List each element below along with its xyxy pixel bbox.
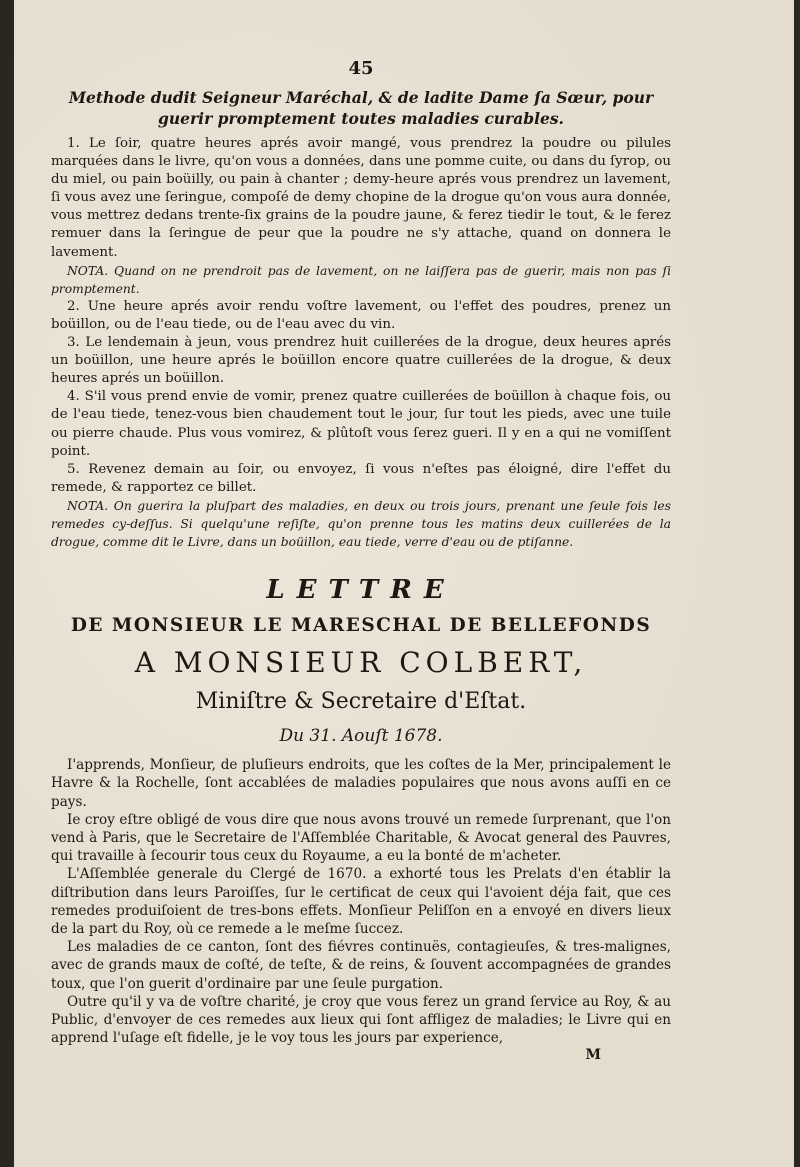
page-content <box>51 58 671 1063</box>
letter-paragraph: I'apprends, Monſieur, de pluſieurs endroits, que les coſtes de la Mer, principalement le Havre & la Rochelle, ſont accablées de maladies populaires que nous avons auſſi en ce pays. <box>51 757 671 810</box>
nota-item: NOTA. Quand on ne prendroit pas de lavement, on ne laiſſera pas de guerir, mais non pas ſi promptement. <box>51 263 671 296</box>
letter-body <box>51 756 671 1047</box>
instruction-list <box>51 135 671 551</box>
letter-paragraph: Outre qu'il y va de voſtre charité, je croy que vous ferez un grand ſervice au Roy, & au Public, d'envoyer de ces remedes aux lieux qui ſont affligez de maladies; le Livre qui en apprend l'uſage eſt fidelle, je le voy tous les jours par experience, <box>51 993 671 1047</box>
recipient-title: Miniſtre & Secretaire d'Eſtat. <box>195 689 527 715</box>
instruction-item: 1. Le ſoir, quatre heures aprés avoir mangé, vous prendrez la poudre ou pilules marquées dans le livre, qu'on vous a données, dans une pomme cuite, ou dans du ſyrop, ou du miel, ou pain boüilly, ou pain à chanter ; demy-heure aprés vous prendrez un lavement, ſi vous avez une ſeringue, compoſé de demy chopine de la drogue qu'on vous aura donnée, vous mettrez dedans trente-ſix grains de la poudre jaune, & ferez tiedir le tout, & le ferez remuer dans la ſeringue de peur que la poudre ne s'y attache, quand on donnera le lavement. <box>51 136 671 260</box>
instruction-item: 5. Revenez demain au ſoir, ou envoyez, ſi vous n'eſtes pas éloigné, dire l'effet du remede, & rapportez ce billet. <box>51 461 671 495</box>
page-number: 45 <box>348 58 374 79</box>
letter-paragraph: Les maladies de ce canton, ſont des fiévres continuës, contagieuſes, & tres-malignes, avec de grands maux de coſté, de teſte, & de reins, & ſouvent accompagnées de grandes toux, que l'on guerit d'ordinaire par une ſeule purgation. <box>51 939 671 992</box>
instruction-item: 3. Le lendemain à jeun, vous prendrez huit cuillerées de la drogue, deux heures aprés un boüillon, une heure aprés le boüillon encore quatre cuillerées de la drogue, & deux heures aprés un boüillon. <box>51 335 671 387</box>
letter-date: Du 31. Aouſt 1678. <box>279 726 443 747</box>
letter-paragraph: L'Aſſemblée generale du Clergé de 1670. a exhorté tous les Prelats d'en établir la diſtribution dans leurs Paroiſſes, ſur le certificat de ceux qui l'avoient déja fait, que ces remedes produiſoient de tres-bons effets. Monſieur Peliſſon en a envoyé en divers lieux de la part du Roy, où ce remede a le meſme ſuccez. <box>51 866 671 937</box>
instruction-item: 2. Une heure aprés avoir rendu voſtre lavement, ou l'effet des poudres, prenez un boüillon, ou de l'eau tiede, ou de l'eau avec du vin. <box>51 298 671 332</box>
nota-item: NOTA. On guerira la pluſpart des maladies, en deux ou trois jours, prenant une ſeule fois les remedes cy-deſſus. Si quelqu'une reſiſte, qu'on prenne tous les matins deux cuillerées de la drogue, comme dit le Livre, dans un boüillon, eau tiede, verre d'eau ou de ptiſanne. <box>51 498 671 550</box>
method-heading: Methode dudit Seigneur Maréchal, & de ladite Dame ſa Sœur, pour guerir promptement toutes maladies curables. <box>68 88 654 128</box>
letter-paragraph: Ie croy eſtre obligé de vous dire que nous avons trouvé un remede ſurprenant, que l'on vend à Paris, que le Secretaire de l'Aſſemblée Charitable, & Avocat general des Pauvres, qui travaille à ſecourir tous ceux du Royaume, a eu la bonté de m'acheter. <box>51 811 671 865</box>
page-edge <box>794 0 800 1167</box>
catchword: M <box>585 1047 601 1064</box>
document-page <box>14 0 800 1167</box>
letter-title: LETTRE <box>266 575 456 606</box>
instruction-item: 4. S'il vous prend envie de vomir, prenez quatre cuillerées de boüillon à chaque fois, ou de l'eau tiede, tenez-vous bien chaudement tout le jour, ſur tout les pieds, avec une tuile ou pierre chaude. Plus vous vomirez, & plûtoſt vous ſerez gueri. Il y en a qui ne vomiſſent point. <box>51 389 671 459</box>
letter-from: DE MONSIEUR LE MARESCHAL DE BELLEFONDS <box>70 615 652 637</box>
letter-to: A MONSIEUR COLBERT, <box>134 646 588 680</box>
